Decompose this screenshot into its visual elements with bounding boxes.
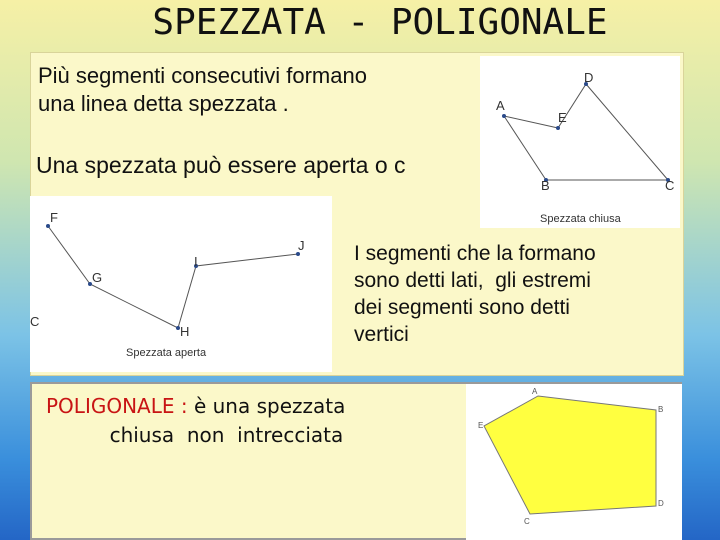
label-j: J bbox=[298, 238, 305, 253]
poly-label-b: B bbox=[658, 405, 664, 414]
polygonal-definition bbox=[46, 392, 345, 450]
polygonal-definition-line2: chiusa non intrecciata bbox=[46, 423, 344, 447]
label-a: A bbox=[496, 98, 505, 113]
closed-broken-line-figure bbox=[480, 56, 680, 228]
polygonal-definition-line1: è una spezzata bbox=[187, 394, 346, 418]
polygonal-keyword: POLIGONALE : bbox=[46, 394, 188, 418]
sides-vertices-text: I segmenti che la formano sono detti lati, gli estremi dei segmenti sono detti vertici bbox=[354, 242, 596, 346]
closed-line-segment-ab bbox=[504, 116, 546, 180]
vertex-a bbox=[502, 114, 506, 118]
label-e: E bbox=[558, 110, 567, 125]
label-b: B bbox=[541, 178, 550, 193]
poly-label-d: D bbox=[658, 499, 664, 508]
poly-label-e: E bbox=[478, 421, 484, 430]
open-broken-line-figure bbox=[30, 196, 332, 372]
intro-text: Più segmenti consecutivi formano una linea detta spezzata . bbox=[38, 63, 367, 116]
poly-label-a: A bbox=[532, 387, 538, 396]
label-d: D bbox=[584, 70, 594, 85]
polygon-figure bbox=[466, 384, 682, 540]
label-f: F bbox=[50, 210, 58, 225]
poly-label-c: C bbox=[524, 517, 530, 526]
closed-line-path bbox=[504, 84, 668, 180]
page-title: SPEZZATA - POLIGONALE bbox=[152, 2, 608, 43]
open-closed-text: Una spezzata può essere aperta o c bbox=[36, 152, 406, 178]
label-i: I bbox=[194, 254, 198, 269]
label-c-partial: C bbox=[30, 314, 40, 329]
open-caption: Spezzata aperta bbox=[126, 347, 207, 359]
open-line-path bbox=[48, 226, 298, 328]
label-c: C bbox=[665, 178, 675, 193]
label-h: H bbox=[180, 324, 190, 339]
polygon-shape bbox=[484, 396, 656, 514]
label-g: G bbox=[92, 270, 103, 285]
vertex-e bbox=[556, 126, 560, 130]
closed-caption: Spezzata chiusa bbox=[540, 213, 621, 225]
